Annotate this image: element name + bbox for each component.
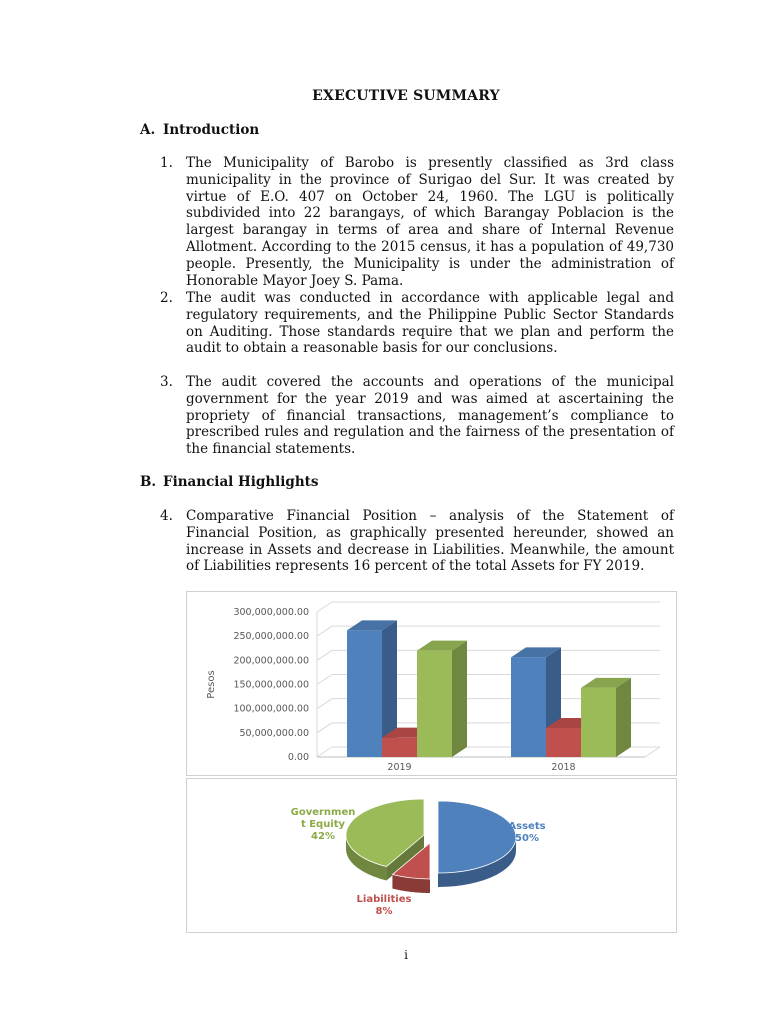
y-axis-label: Pesos bbox=[206, 670, 217, 699]
paragraph-3-text: The audit covered the accounts and operations of the municipal government for the year 2019 and was aimed at ascertaining the propriety of financial transactions, management’s compliance to prescribed rules and regulation and the fairness of the presentation of the financial statements. bbox=[186, 374, 674, 458]
section-a-heading bbox=[140, 122, 259, 138]
pie-label-line: Governmen bbox=[290, 807, 356, 818]
section-a-letter: A. bbox=[140, 122, 156, 138]
section-b-letter: B. bbox=[140, 474, 157, 490]
section-b-title: Financial Highlights bbox=[163, 474, 319, 490]
y-tick-label: 150,000,000.00 bbox=[233, 679, 309, 691]
paragraph-2 bbox=[160, 290, 674, 357]
paragraph-4-text: Comparative Financial Position – analysis of the Statement of Financial Position, as graphically presented hereunder, showed an increase in Assets and decrease in Liabilities. Meanwhile, the amount of Liabilities represents 16 percent of the total Assets for FY 2019. bbox=[186, 508, 674, 575]
y-tick-label: 200,000,000.00 bbox=[233, 655, 309, 667]
bar-front bbox=[511, 657, 546, 757]
pie-chart-svg bbox=[187, 779, 676, 932]
gridline-depth bbox=[317, 699, 332, 709]
bar bbox=[581, 678, 631, 757]
pie-label-line: Assets bbox=[508, 821, 546, 832]
gridline-depth bbox=[317, 675, 332, 685]
gridline-depth bbox=[317, 747, 332, 757]
gridline-depth bbox=[317, 602, 332, 612]
paragraph-4 bbox=[160, 508, 674, 575]
bar-side bbox=[452, 641, 467, 757]
paragraph-4-number: 4. bbox=[160, 508, 173, 524]
gridline-depth bbox=[317, 650, 332, 660]
paragraph-1 bbox=[160, 155, 674, 289]
pie-label-line: 42% bbox=[311, 831, 335, 842]
section-b-heading bbox=[140, 474, 319, 490]
bar bbox=[417, 641, 467, 757]
bar-front bbox=[546, 728, 581, 757]
document-title: EXECUTIVE SUMMARY bbox=[312, 88, 500, 104]
y-tick-label: 0.00 bbox=[287, 752, 309, 763]
paragraph-1-text: The Municipality of Barobo is presently classified as 3rd class municipality in the province of Surigao del Sur. It was created by virtue of E.O. 407 on October 24, 1960. The LGU is politically subdivided into 22 barangays, of which Barangay Poblacion is the largest barangay in terms of area and share of Internal Revenue Allotment. According to the 2015 census, it has a population of 49,730 people. Presently, the Municipality is under the administration of Honorable Mayor Joey S. Pama. bbox=[186, 155, 674, 289]
paragraph-1-number: 1. bbox=[160, 155, 173, 171]
bar-chart-svg bbox=[187, 592, 676, 775]
bar-chart bbox=[186, 591, 677, 776]
x-tick-label: 2019 bbox=[387, 762, 412, 773]
x-tick-label: 2018 bbox=[551, 762, 576, 773]
paragraph-2-text: The audit was conducted in accordance with applicable legal and regulatory requirements, and the Philippine Public Sector Standards on Auditing. Those standards require that we plan and perform the audit to obtain a reasonable basis for our conclusions. bbox=[186, 290, 674, 357]
page-number: i bbox=[404, 948, 408, 962]
y-tick-label: 100,000,000.00 bbox=[233, 703, 309, 715]
pie-label-line: Liabilities bbox=[356, 894, 412, 905]
section-a-title: Introduction bbox=[163, 122, 260, 138]
pie-label-line: 50% bbox=[515, 833, 539, 844]
floor-edge bbox=[645, 747, 660, 757]
pie-label-line: 8% bbox=[375, 906, 393, 917]
y-tick-label: 250,000,000.00 bbox=[233, 631, 309, 643]
bar-front bbox=[347, 630, 382, 757]
bar-side bbox=[616, 678, 631, 757]
gridline-depth bbox=[317, 626, 332, 636]
bar-front bbox=[581, 688, 616, 757]
pie-label bbox=[357, 894, 412, 917]
paragraph-3 bbox=[160, 374, 674, 458]
paragraph-2-number: 2. bbox=[160, 290, 173, 306]
y-tick-label: 50,000,000.00 bbox=[239, 727, 309, 739]
paragraph-3-number: 3. bbox=[160, 374, 173, 390]
bar-front bbox=[417, 651, 452, 757]
bar-front bbox=[382, 738, 417, 757]
pie-label-line: t Equity bbox=[300, 819, 346, 830]
gridline-depth bbox=[317, 723, 332, 733]
y-tick-label: 300,000,000.00 bbox=[233, 607, 309, 618]
pie-chart bbox=[186, 778, 677, 933]
